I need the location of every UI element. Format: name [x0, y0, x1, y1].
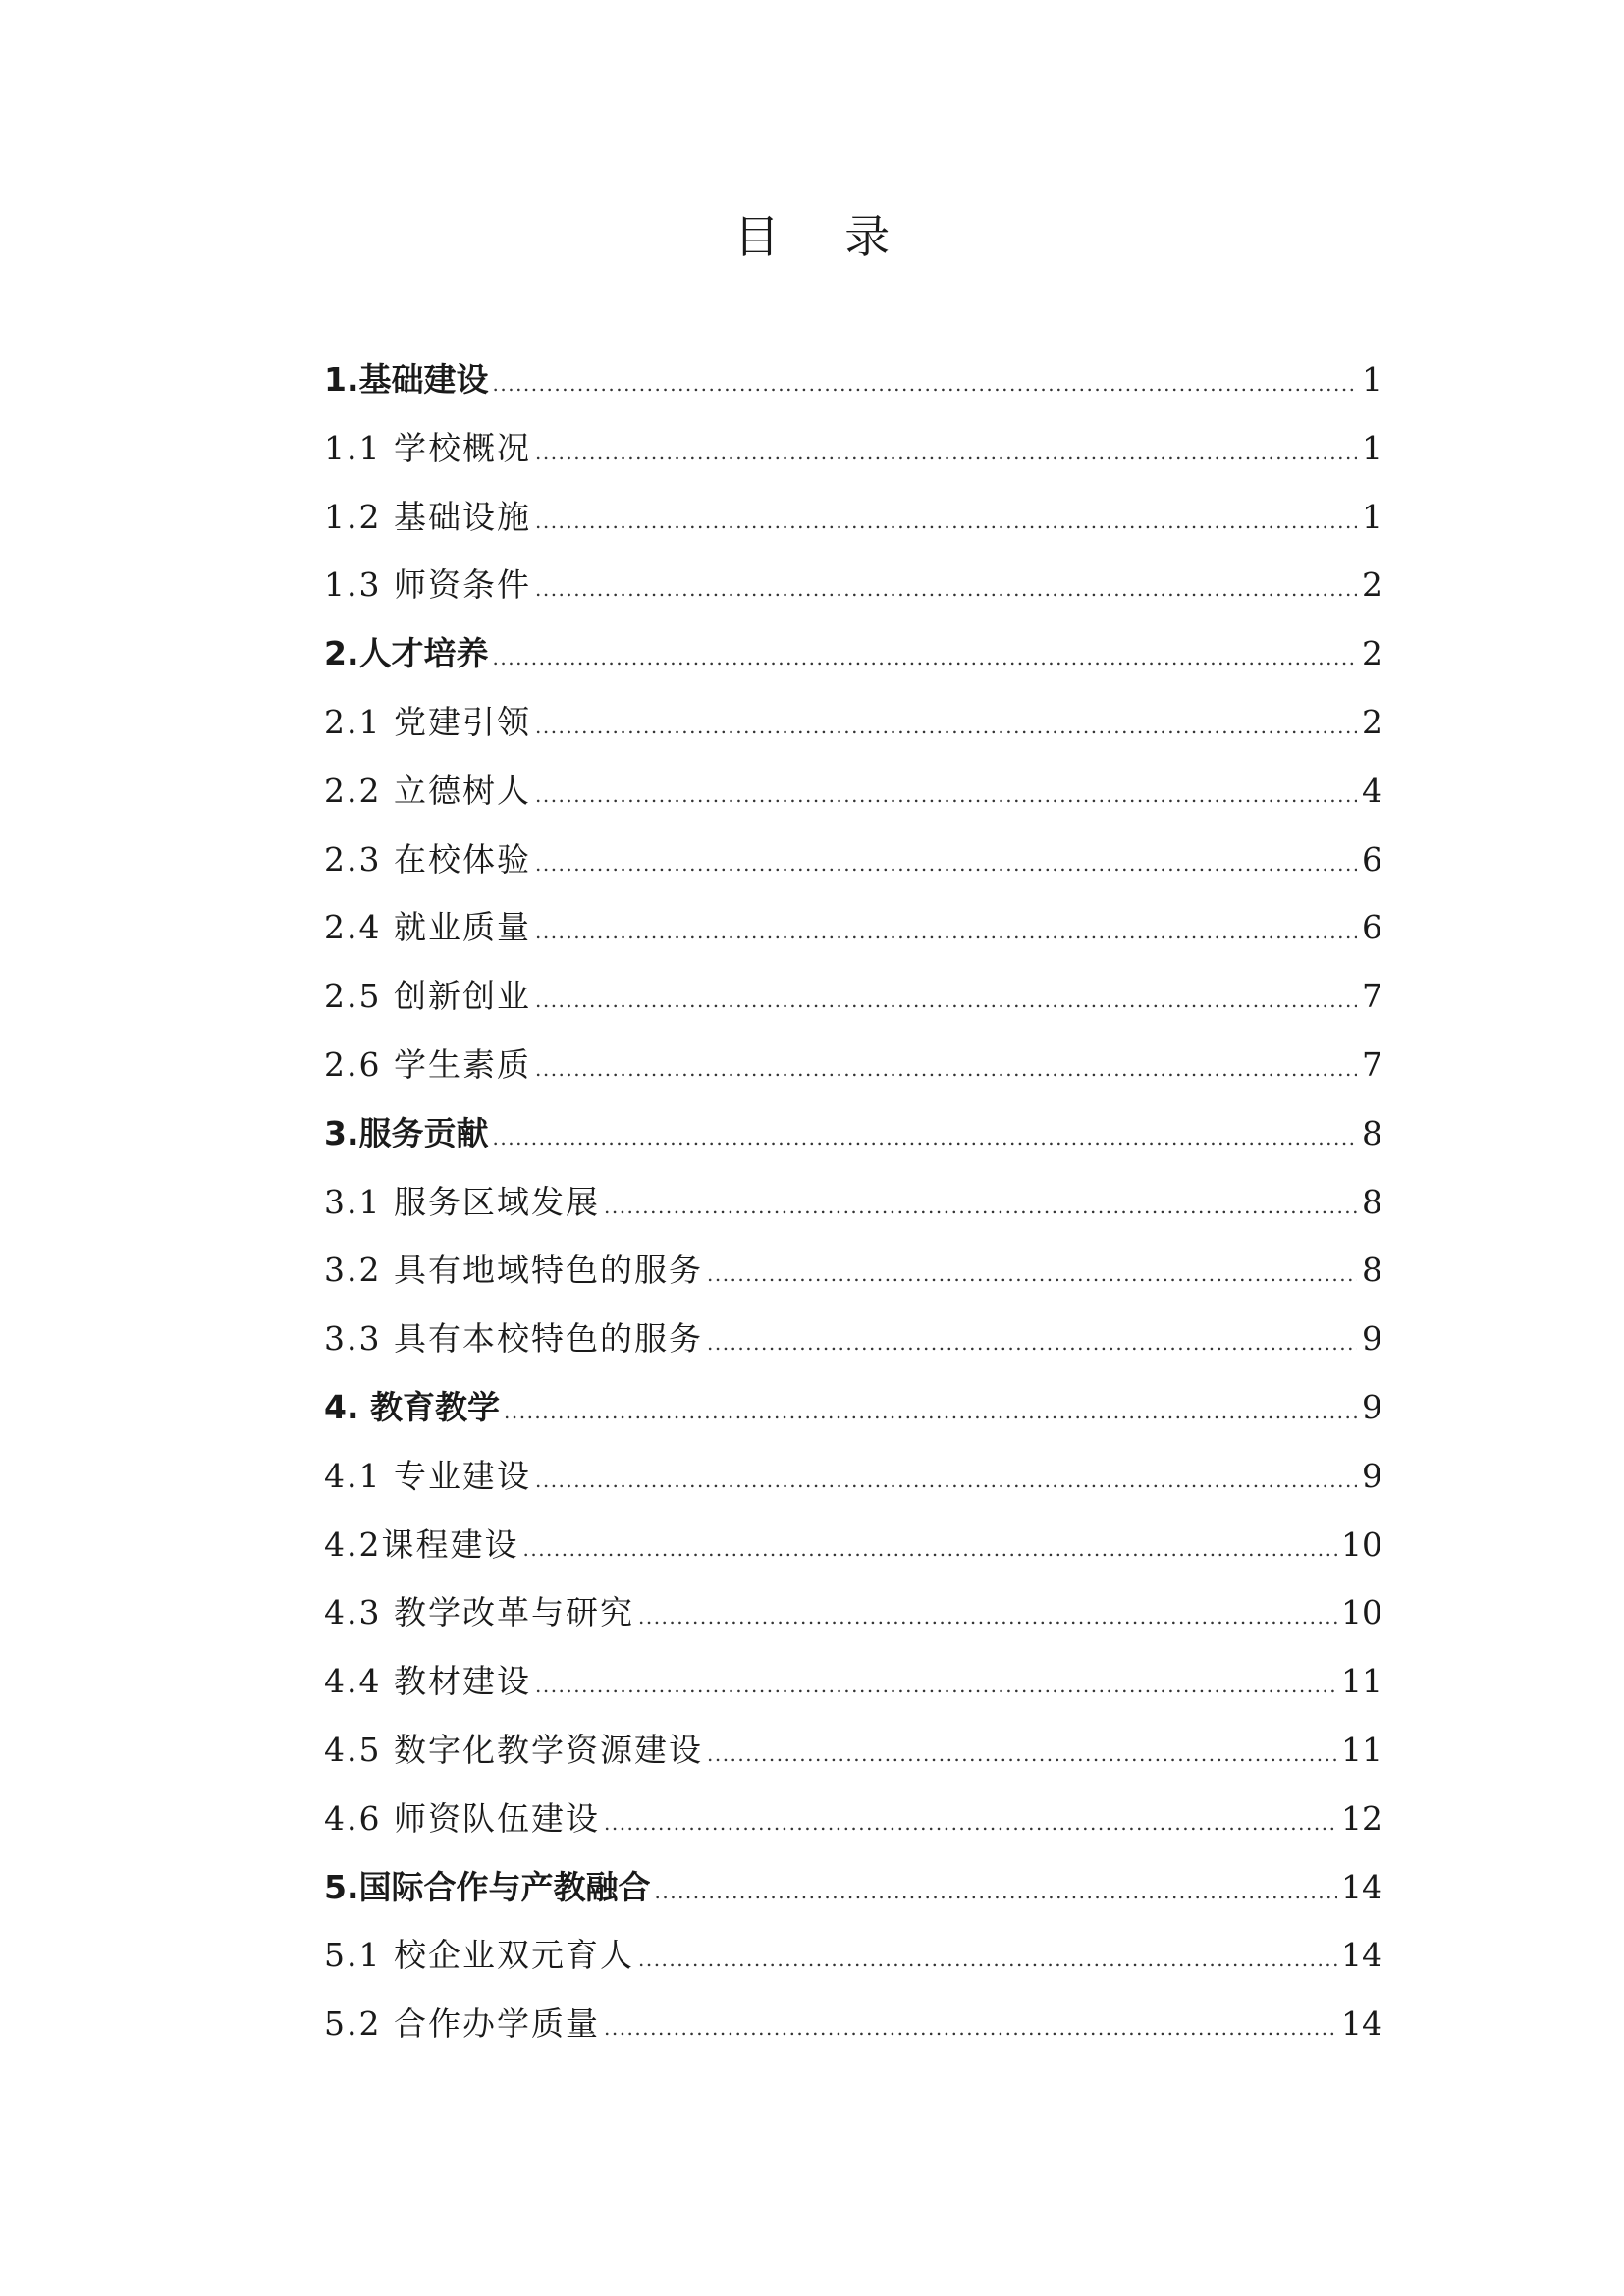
toc-subsection-entry[interactable]: [324, 893, 1382, 962]
toc-dot-leader: [535, 556, 1357, 624]
toc-page-number: 9: [1362, 1387, 1382, 1426]
toc-dot-leader: [535, 762, 1357, 830]
toc-subsection-entry[interactable]: [324, 1785, 1382, 1853]
toc-section-entry[interactable]: [324, 346, 1382, 414]
toc-dot-leader: [535, 898, 1357, 967]
toc-subsection-entry[interactable]: [324, 1647, 1382, 1716]
toc-entry-label: 4. 教育教学: [324, 1387, 500, 1426]
toc-section-entry[interactable]: [324, 1099, 1382, 1168]
toc-subsection-entry[interactable]: [324, 962, 1382, 1031]
toc-dot-leader: [604, 1789, 1337, 1858]
page-title: 目 录: [733, 210, 916, 263]
toc-page-number: 2: [1362, 565, 1382, 605]
toc-entry-label: 4.6 师资队伍建设: [324, 1798, 600, 1838]
toc-subsection-entry[interactable]: [324, 1578, 1382, 1647]
toc-page-number: 6: [1362, 839, 1382, 879]
toc-entry-label: 2.6 学生素质: [324, 1044, 531, 1084]
toc-page-number: 2: [1362, 634, 1382, 673]
toc-subsection-entry[interactable]: [324, 1168, 1382, 1237]
toc-section-entry[interactable]: [324, 1853, 1382, 1922]
toc-entry-label: 2.5 创新创业: [324, 977, 531, 1016]
toc-subsection-entry[interactable]: [324, 826, 1382, 894]
toc-dot-leader: [604, 1173, 1357, 1242]
toc-page-number: 10: [1341, 1593, 1382, 1632]
toc-entry-label: 2.人才培养: [324, 634, 489, 673]
toc-subsection-entry[interactable]: [324, 1442, 1382, 1511]
toc-subsection-entry[interactable]: [324, 1031, 1382, 1099]
toc-dot-leader: [493, 624, 1358, 693]
toc-page-number: 14: [1341, 2004, 1382, 2044]
toc-entry-label: 4.3 教学改革与研究: [324, 1593, 634, 1632]
toc-page-number: 11: [1341, 1730, 1382, 1769]
toc-entry-label: 4.4 教材建设: [324, 1662, 531, 1701]
toc-page-number: 9: [1362, 1319, 1382, 1359]
toc-page-number: 8: [1362, 1251, 1382, 1290]
toc-subsection-entry[interactable]: [324, 688, 1382, 757]
toc-entry-label: 4.5 数字化教学资源建设: [324, 1730, 703, 1769]
toc-subsection-entry[interactable]: [324, 1511, 1382, 1579]
toc-entry-label: 3.3 具有本校特色的服务: [324, 1319, 703, 1359]
toc-dot-leader: [493, 1104, 1358, 1173]
toc-page-number: 1: [1362, 497, 1382, 536]
toc-dot-leader: [707, 1309, 1357, 1378]
toc-subsection-entry[interactable]: [324, 1990, 1382, 2058]
toc-dot-leader: [535, 1036, 1357, 1104]
toc-subsection-entry[interactable]: [324, 551, 1382, 619]
toc-subsection-entry[interactable]: [324, 414, 1382, 483]
toc-section-entry[interactable]: [324, 619, 1382, 688]
toc-page-number: 7: [1362, 977, 1382, 1016]
toc-page-number: 11: [1341, 1662, 1382, 1701]
toc-dot-leader: [638, 1926, 1337, 1995]
toc-page-number: 12: [1341, 1798, 1382, 1838]
toc-entry-label: 2.2 立德树人: [324, 771, 531, 810]
toc-entry-label: 5.2 合作办学质量: [324, 2004, 600, 2044]
toc-entry-label: 5.国际合作与产教融合: [324, 1867, 651, 1906]
toc-dot-leader: [535, 693, 1357, 762]
toc-dot-leader: [535, 488, 1357, 557]
toc-entry-label: 1.2 基础设施: [324, 497, 531, 536]
toc-entry-label: 5.1 校企业双元育人: [324, 1936, 634, 1975]
toc-page-number: 1: [1362, 360, 1382, 399]
toc-subsection-entry[interactable]: [324, 1716, 1382, 1785]
toc-dot-leader: [638, 1583, 1337, 1652]
toc-page-number: 7: [1362, 1044, 1382, 1084]
toc-dot-leader: [535, 830, 1357, 899]
toc-dot-leader: [707, 1241, 1357, 1309]
toc-page-number: 8: [1362, 1182, 1382, 1221]
toc-entry-label: 3.2 具有地域特色的服务: [324, 1251, 703, 1290]
toc-entry-label: 3.1 服务区域发展: [324, 1182, 600, 1221]
toc-entry-label: 3.服务贡献: [324, 1113, 489, 1152]
toc-page-number: 8: [1362, 1113, 1382, 1152]
toc-dot-leader: [535, 1652, 1337, 1721]
toc-dot-leader: [604, 1995, 1337, 2063]
toc-entry-label: 1.1 学校概况: [324, 428, 531, 467]
toc-dot-leader: [493, 350, 1358, 419]
toc-entry-label: 4.1 专业建设: [324, 1456, 531, 1495]
toc-subsection-entry[interactable]: [324, 483, 1382, 552]
toc-subsection-entry[interactable]: [324, 757, 1382, 826]
toc-dot-leader: [535, 419, 1357, 488]
toc-page-number: 10: [1341, 1524, 1382, 1564]
toc-page-number: 14: [1341, 1936, 1382, 1975]
table-of-contents: [324, 346, 1382, 2058]
toc-dot-leader: [535, 1447, 1357, 1516]
toc-entry-label: 2.1 党建引领: [324, 702, 531, 741]
toc-entry-label: 1.3 师资条件: [324, 565, 531, 605]
toc-page-number: 14: [1341, 1867, 1382, 1906]
toc-dot-leader: [504, 1378, 1357, 1447]
toc-page-number: 1: [1362, 428, 1382, 467]
toc-entry-label: 4.2课程建设: [324, 1524, 519, 1564]
toc-dot-leader: [707, 1721, 1337, 1789]
toc-entry-label: 2.4 就业质量: [324, 908, 531, 947]
toc-entry-label: 2.3 在校体验: [324, 839, 531, 879]
toc-dot-leader: [535, 967, 1357, 1036]
toc-page-number: 4: [1362, 771, 1382, 810]
toc-subsection-entry[interactable]: [324, 1305, 1382, 1373]
toc-section-entry[interactable]: [324, 1373, 1382, 1442]
toc-subsection-entry[interactable]: [324, 1236, 1382, 1305]
toc-page-number: 2: [1362, 702, 1382, 741]
toc-page-number: 6: [1362, 908, 1382, 947]
toc-page-number: 9: [1362, 1456, 1382, 1495]
toc-subsection-entry[interactable]: [324, 1921, 1382, 1990]
toc-dot-leader: [655, 1858, 1338, 1927]
toc-entry-label: 1.基础建设: [324, 360, 489, 399]
toc-dot-leader: [522, 1516, 1337, 1584]
